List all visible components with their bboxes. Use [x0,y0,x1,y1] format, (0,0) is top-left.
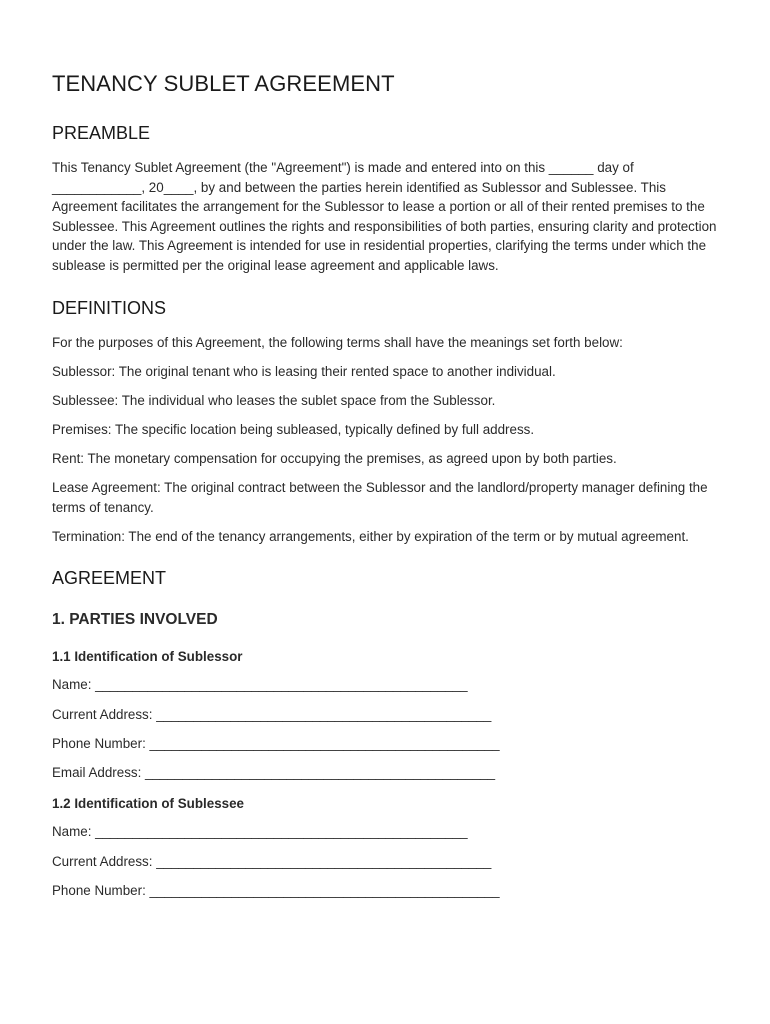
preamble-text: This Tenancy Sublet Agreement (the "Agreement") is made and entered into on this ______ day of ____________, 20____, by and between the parties herein identified as Sublessor and Sublessee. This Agreement facilitates the arrangement for the Sublessor to lease a portion or all of their rented premises to the Sublessee. This Agreement outlines the rights and responsibilities of both parties, ensuring clarity and protection under the law. This Agreement is intended for use in residential properties, clarifying the terms under which the sublease is permitted per the original lease agreement and applicable laws. [52,160,717,273]
sublessor-identification [52,649,718,782]
sublessee-identification-heading: 1.2 Identification of Sublessee [52,796,244,812]
parties-involved-heading: 1. PARTIES INVOLVED [52,611,218,629]
definition-premises: Premises: The specific location being subleased, typically defined by full address. [52,421,535,437]
sublessee-address-field[interactable]: Current Address: _____________________________________________ [52,853,492,869]
agreement-section [52,568,718,900]
definitions-section [52,298,718,547]
sublessor-phone-field[interactable]: Phone Number: _______________________________________________ [52,735,500,751]
preamble-section [52,123,718,276]
sublessee-identification [52,796,718,900]
document-title: TENANCY SUBLET AGREEMENT [52,71,395,96]
sublessor-name-field[interactable]: Name: __________________________________________________ [52,677,468,693]
sublessee-name-field[interactable]: Name: __________________________________________________ [52,824,468,840]
definitions-heading: DEFINITIONS [52,297,167,318]
definition-sublessor: Sublessor: The original tenant who is leasing their rented space to another individual. [52,363,556,379]
sublessor-email-field[interactable]: Email Address: _______________________________________________ [52,764,496,780]
definition-rent: Rent: The monetary compensation for occupying the premises, as agreed upon by both parties. [52,450,617,466]
preamble-heading: PREAMBLE [52,123,151,143]
sublessee-phone-field[interactable]: Phone Number: _______________________________________________ [52,882,500,898]
definition-termination: Termination: The end of the tenancy arrangements, either by expiration of the term or by mutual agreement. [52,528,689,544]
definition-lease-agreement: Lease Agreement: The original contract between the Sublessor and the landlord/property manager defining the terms of tenancy. [52,480,708,515]
definition-sublessee: Sublessee: The individual who leases the sublet space from the Sublessor. [52,392,496,408]
agreement-heading: AGREEMENT [52,568,167,589]
definitions-intro: For the purposes of this Agreement, the following terms shall have the meanings set forth below: [52,334,623,350]
sublessor-address-field[interactable]: Current Address: _____________________________________________ [52,706,492,722]
sublessor-identification-heading: 1.1 Identification of Sublessor [52,649,243,665]
